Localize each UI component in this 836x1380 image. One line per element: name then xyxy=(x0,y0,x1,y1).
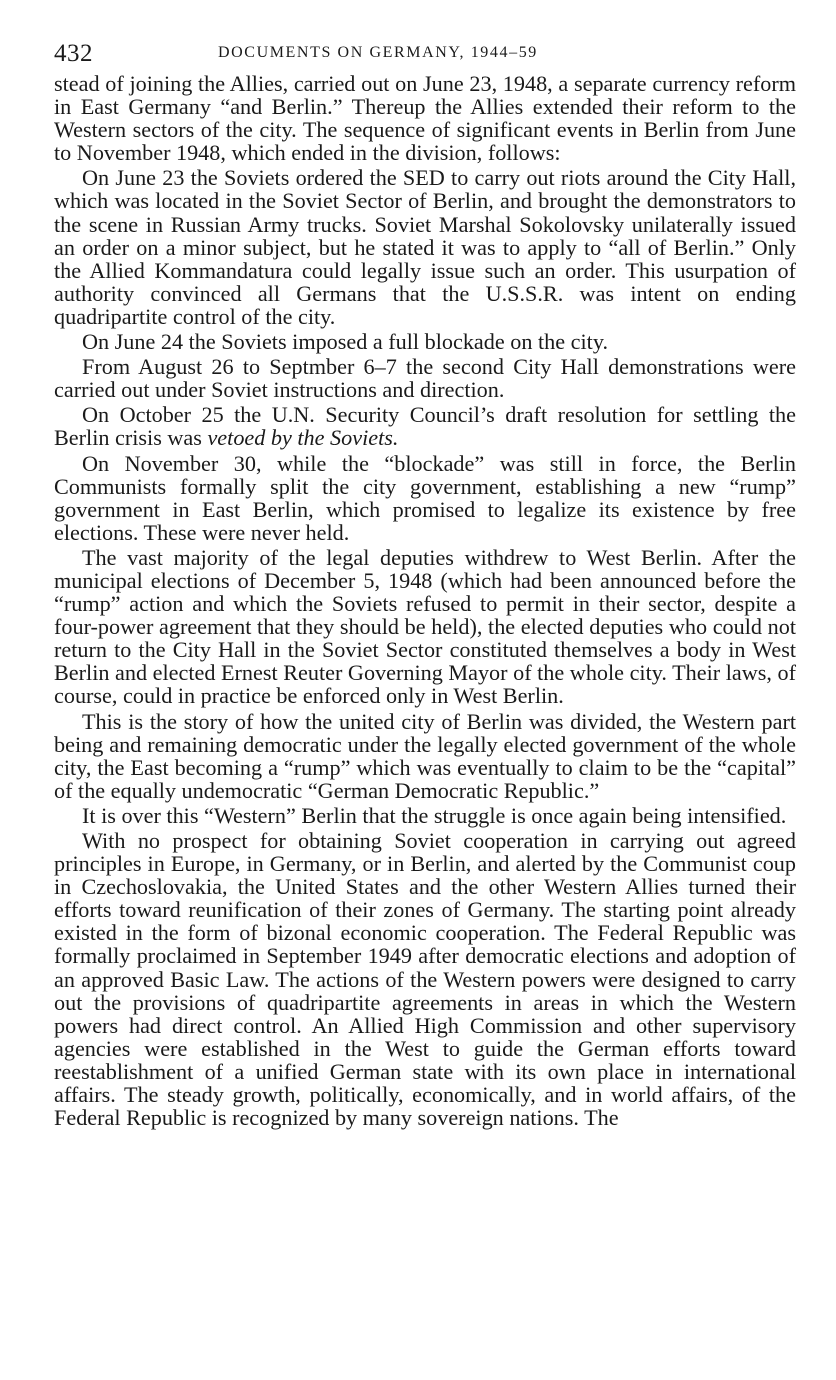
paragraph-june-24: On June 24 the Soviets imposed a full blockade on the city. xyxy=(82,329,609,355)
running-head: DOCUMENTS ON GERMANY, 1944–59 xyxy=(218,44,538,61)
paragraph-august-26: From August 26 to Septmber 6–7 the second City Hall demonstrations were carried out under Soviet instructions and direction. xyxy=(54,354,796,403)
paragraph-june-23: On June 23 the Soviets ordered the SED to carry out riots around the City Hall, which was located in the Soviet Sector of Berlin, and brought the demonstrators to the scene in Russian Army trucks. Soviet Marshal Sokolovsky unilaterally issued an order on a minor subject, but he stated it was to apply to “all of Berlin.” Only the Allied Kommandatura could legally issue such an order. This usurpation of authority convinced all Germans that the U.S.S.R. was intent on ending quadripartite control of the city. xyxy=(54,165,796,329)
page-number: 432 xyxy=(54,40,93,67)
paragraph-western-berlin: It is over this “Western” Berlin that the struggle is once again being intensified. xyxy=(82,802,787,828)
paragraph-no-prospect: With no prospect for obtaining Soviet cooperation in carrying out agreed principles in Europe, in Germany, or in Berlin, and alerted by the Communist coup in Czechoslovakia, the United States and the other Western Allies turned their efforts toward reunification of their zones of Germany. The starting point already existed in the form of bizonal economic cooperation. The Federal Republic was formally proclaimed in September 1949 after democratic elections and adoption of an approved Basic Law. The actions of the Western powers were designed to carry out the provisions of quadripartite agreements in areas in which the Western powers had direct control. An Allied High Commission and other supervisory agencies were established in the West to guide the German efforts toward reestablishment of a unified German state with its own place in international affairs. The steady growth, politically, economically, and in world affairs, of the Federal Republic is recognized by many sovereign nations. The xyxy=(54,828,796,1131)
emphasis-vetoed: vetoed by the Soviets. xyxy=(207,425,399,451)
paragraph-story-of-berlin: This is the story of how the united city of Berlin was divided, the Western part being and remaining democratic under the legally elected government of the whole city, the East becoming a “rump” which was eventually to claim to be the “capital” of the equally undemocratic “German Democratic Republic.” xyxy=(54,708,796,803)
paragraph-continued: stead of joining the Allies, carried out on June 23, 1948, a separate currency reform in East Germany “and Berlin.” Thereup the Allies extended their reform to the Western sectors of the city. The sequence of significant events in Berlin from June to November 1948, which ended in the division, follows: xyxy=(54,71,796,166)
page-header xyxy=(54,38,796,72)
paragraph-october-25: On October 25 the U.N. Security Council’s draft resolution for settling the Berlin crisis was vetoed by the Soviets. xyxy=(54,402,796,451)
paragraph-november-30: On November 30, while the “blockade” was still in force, the Berlin Communists formally split the city government, establishing a new “rump” government in East Berlin, which promised to legalize its existence by free elections. These were never held. xyxy=(54,450,796,545)
body-text xyxy=(54,72,796,1129)
paragraph-legal-deputies: The vast majority of the legal deputies withdrew to West Berlin. After the municipal elections of December 5, 1948 (which had been announced before the “rump” action and which the Soviets refused to permit in their sector, despite a four-power agreement that they should be held), the elected deputies who could not return to the City Hall in the Soviet Sector constituted themselves a body in West Berlin and elected Ernest Reuter Governing Mayor of the whole city. Their laws, of course, could in practice be enforced only in West Berlin. xyxy=(54,544,796,709)
document-page xyxy=(54,38,796,1129)
